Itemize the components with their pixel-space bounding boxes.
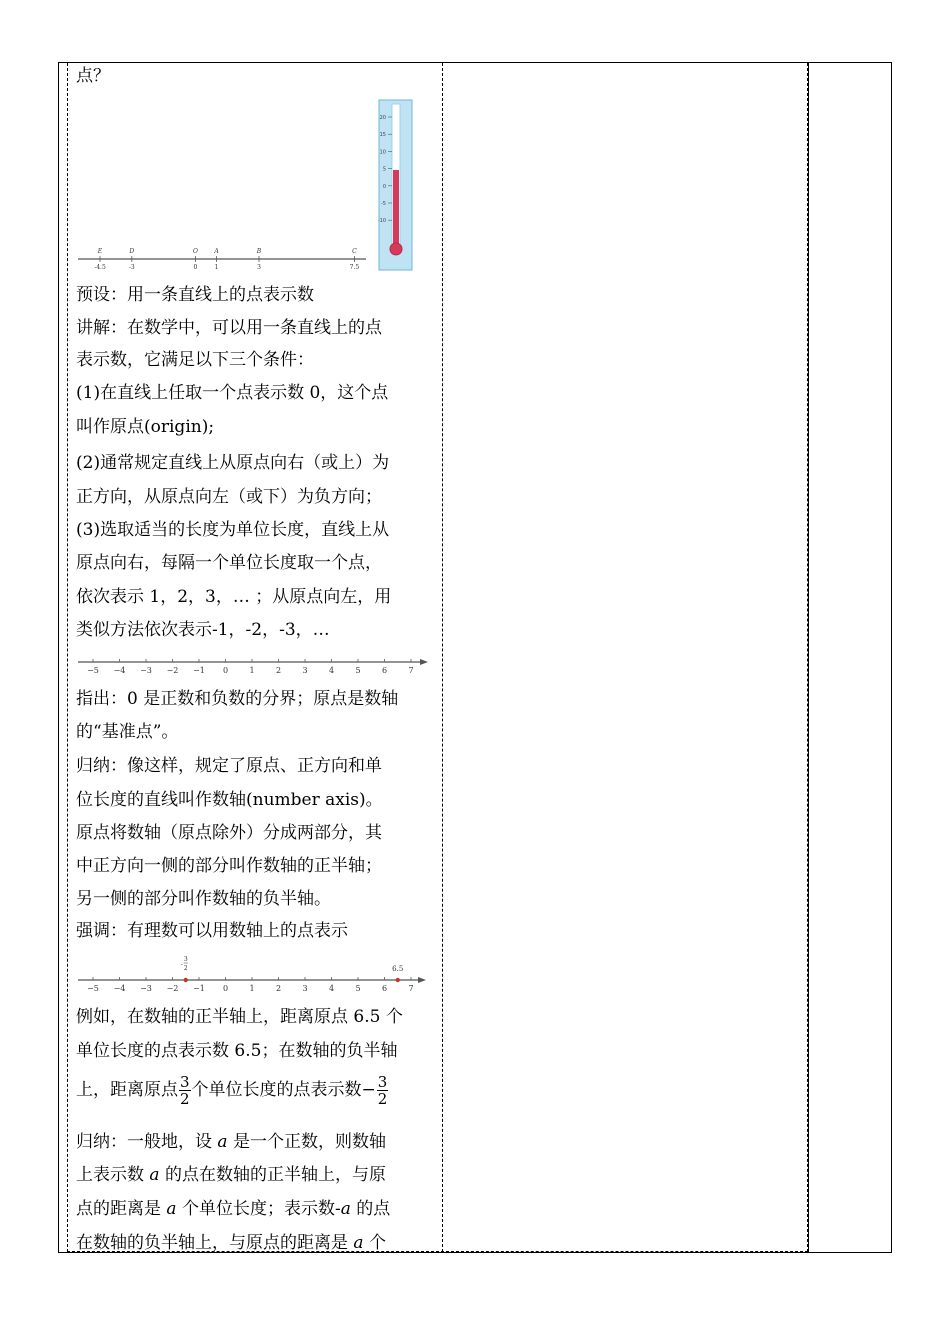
point-label: C [352,248,357,255]
text-line: (2)通常规定直线上从原点向右（或上）为 [76,453,390,473]
axis-tick-label: −2 [166,984,179,993]
fraction-denominator: 2 [183,965,188,972]
axis-tick-label: −1 [193,984,205,993]
text-line: 上表示数 a 的点在数轴的正半轴上，与原 [76,1165,386,1185]
minus-sign: − [361,1080,376,1100]
axis-tick-label: −2 [166,666,179,675]
text-line: 依次表示 1，2，3，… ；从原点向左，用 [76,587,392,607]
point-neg-3-2 [184,978,188,982]
number-axis-with-points-figure [76,954,431,998]
axis-tick-label: 3 [302,984,308,993]
axis-tick-label: −4 [113,666,126,675]
text-line: 类似方法依次表示-1，-2，-3，… [76,620,330,640]
text-line: 原点将数轴（原点除外）分成两部分，其 [76,823,382,843]
thermo-tick-label: -5 [381,201,386,207]
fraction [179,1074,191,1107]
text-line: 预设：用一条直线上的点表示数 [76,285,314,305]
text-line: 单位长度的点表示数 6.5；在数轴的负半轴 [76,1041,398,1061]
fraction-denominator: 2 [180,1090,190,1108]
text-line: 原点向右，每隔一个单位长度取一个点， [76,553,382,573]
point-value: 3 [257,264,261,271]
minus-sign: - [180,961,183,968]
axis-tick-label: 0 [222,666,229,675]
axis-tick-label: −5 [87,984,99,993]
column-divider [808,63,809,1252]
thermo-tick-label: 20 [379,115,386,121]
axis-tick-label: 3 [302,666,308,675]
axis-tick-label: 7 [408,984,414,993]
point-value: 1 [214,264,219,271]
axis-tick-label: 1 [249,666,255,675]
thermo-tick-label: -10 [377,218,386,225]
text-line: 在数轴的负半轴上，与原点的距离是 a 个 [76,1233,386,1253]
mercury-column [393,170,399,250]
text-line: 指出：0 是正数和负数的分界；原点是数轴 [76,689,399,709]
axis-tick-label: 4 [328,984,335,993]
point-label: B [256,248,262,255]
axis-tick-label: −3 [140,984,152,993]
axis-tick-label: 2 [275,666,282,675]
axis-tick-label: 5 [355,984,361,993]
axis-tick-label: 5 [355,666,361,675]
point-label: E [97,248,103,255]
axis-arrow [418,977,426,983]
point-label: O [192,248,198,255]
text-line: 例如，在数轴的正半轴上，距离原点 6.5 个 [76,1007,403,1027]
axis-arrow [420,659,428,665]
axis-tick-label: −1 [193,666,205,675]
text-line: 正方向，从原点向左（或下）为负方向； [76,487,382,507]
text-line: (1)在直线上任取一个点表示数 0，这个点 [76,383,389,403]
axis-tick-label: 6 [381,984,388,993]
axis-tick-label: 2 [275,984,282,993]
cell-left-dashed-border [67,63,68,1252]
fraction-numerator: 3 [183,956,188,963]
fraction-numerator: 3 [180,1073,190,1091]
cell-divider-dashed [442,63,443,1252]
axis-tick-label: −5 [87,666,99,675]
point-6.5 [396,978,400,982]
axis-tick-label: 6 [381,666,388,675]
text-line: 表示数，它满足以下三个条件： [76,350,314,370]
text-line: 强调：有理数可以用数轴上的点表示 [76,921,348,941]
marked-points [181,956,404,982]
fraction-numerator: 3 [377,1073,388,1091]
point-value: 0 [193,264,198,271]
axis-tick-label: 7 [408,666,414,675]
text-line: 的“基准点”。 [76,722,179,742]
text-line: 讲解：在数学中，可以用一条直线上的点 [76,318,382,338]
text-line: 另一侧的部分叫作数轴的负半轴。 [76,889,331,909]
point-6.5-label: 6.5 [392,965,404,973]
axis-tick-label: 4 [328,666,335,675]
text-line: 中正方向一侧的部分叫作数轴的正半轴； [76,856,382,876]
axis-tick-label: −4 [113,984,126,993]
text-line: 位长度的直线叫作数轴(number axis)。 [76,790,383,810]
point-value: 7.5 [349,264,360,271]
text-line: 叫作原点(origin); [76,417,215,437]
text-line: 点的距离是 a 个单位长度；表示数-a 的点 [76,1199,391,1219]
fraction-denominator: 2 [377,1090,388,1108]
text-line-with-fraction [76,1074,389,1107]
thermo-tick-label: 5 [382,166,386,173]
text-segment: 个单位长度的点表示数 [191,1080,362,1100]
text-line: (3)选取适当的长度为单位长度，直线上从 [76,520,390,540]
axis-tick-label: −3 [140,666,152,675]
axis-tick-label: 1 [249,984,255,993]
thermometer-bulb [390,243,402,255]
fraction [377,1074,389,1107]
text-line: 归纳：像这样，规定了原点、正方向和单 [76,756,382,776]
number-axis-figure [76,654,431,678]
thermo-tick-label: 0 [382,183,386,190]
thermo-tick-label: 10 [379,149,386,156]
points-and-thermometer-figure [76,96,421,272]
text-line: 点？ [76,66,110,86]
thermo-tick-label: 15 [379,132,386,139]
point-label: D [129,248,135,255]
point-value: -4.5 [94,264,106,271]
point-label: A [214,248,219,255]
text-line: 归纳：一般地，设 a 是一个正数，则数轴 [76,1132,386,1152]
point-value: -3 [128,264,135,271]
axis-tick-label: 0 [222,984,229,993]
text-segment: 上，距离原点 [76,1080,178,1100]
